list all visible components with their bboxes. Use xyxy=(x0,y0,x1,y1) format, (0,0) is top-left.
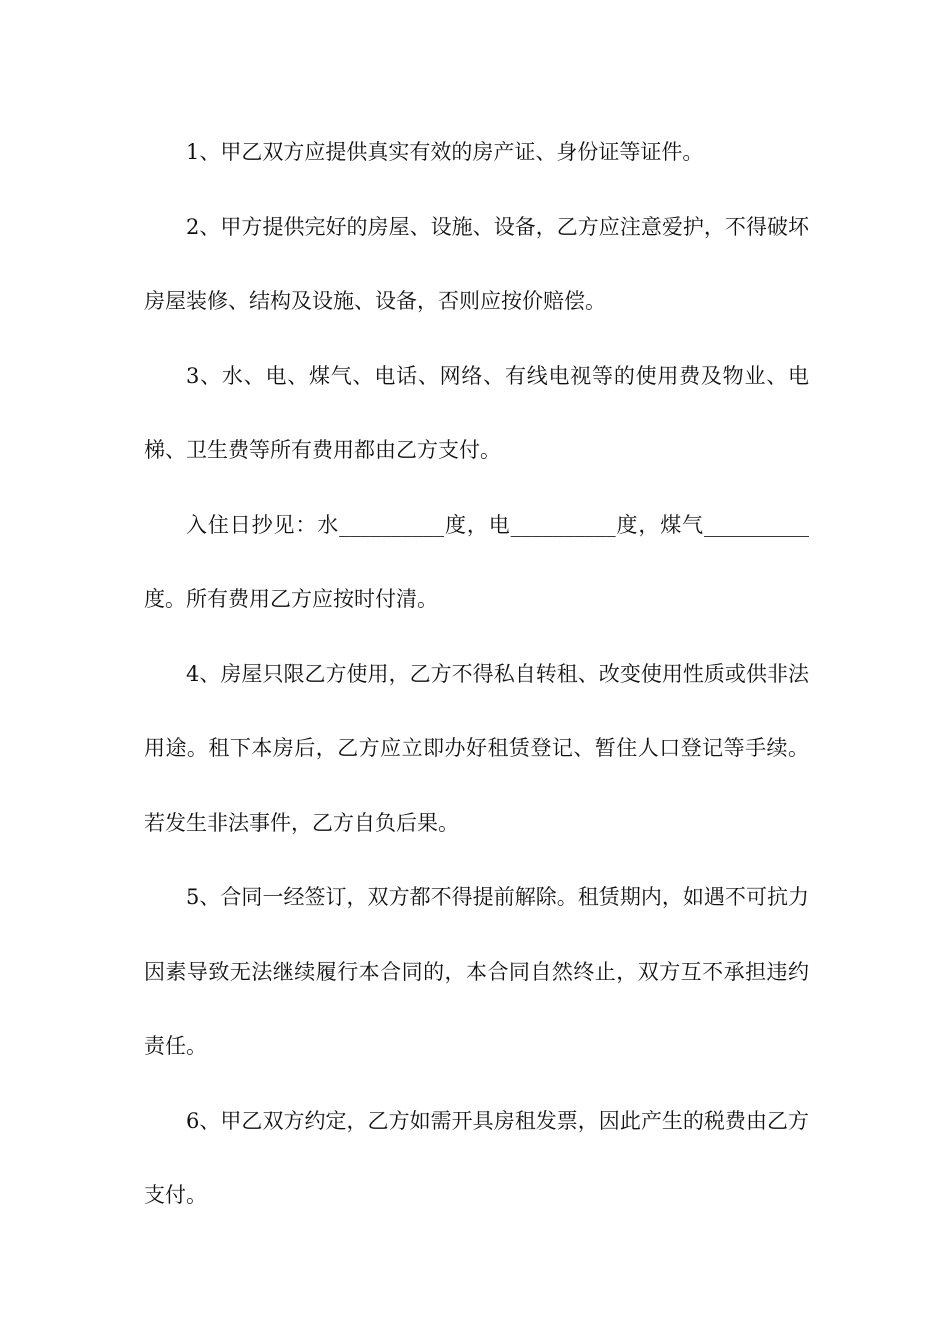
paragraph-usage-restriction: 4、房屋只限乙方使用，乙方不得私自转租、改变使用性质或供非法用途。租下本房后，乙方应立即办好租赁登记、暂住人口登记等手续。若发生非法事件，乙方自负后果。 xyxy=(144,661,809,835)
paragraph-property-care: 2、甲方提供完好的房屋、设施、设备，乙方应注意爱护，不得破坏房屋装修、结构及设施、设备，否则应按价赔偿。 xyxy=(144,214,809,313)
paragraph-meter-readings: 入住日抄见：水__________度，电__________度，煤气__________度。所有费用乙方应按时付清。 xyxy=(144,512,809,611)
paragraph-provide-certificates: 1、甲乙双方应提供真实有效的房产证、身份证等证件。 xyxy=(186,140,704,164)
paragraph-invoice-tax: 6、甲乙双方约定，乙方如需开具房租发票，因此产生的税费由乙方支付。 xyxy=(144,1108,809,1207)
paragraph-termination: 5、合同一经签订，双方都不得提前解除。租赁期内，如遇不可抗力因素导致无法继续履行本合同的，本合同自然终止，双方互不承担违约责任。 xyxy=(144,885,809,1058)
document-body xyxy=(144,115,809,1233)
paragraph-utility-fees: 3、水、电、煤气、电话、网络、有线电视等的使用费及物业、电梯、卫生费等所有费用都由乙方支付。 xyxy=(144,363,809,462)
